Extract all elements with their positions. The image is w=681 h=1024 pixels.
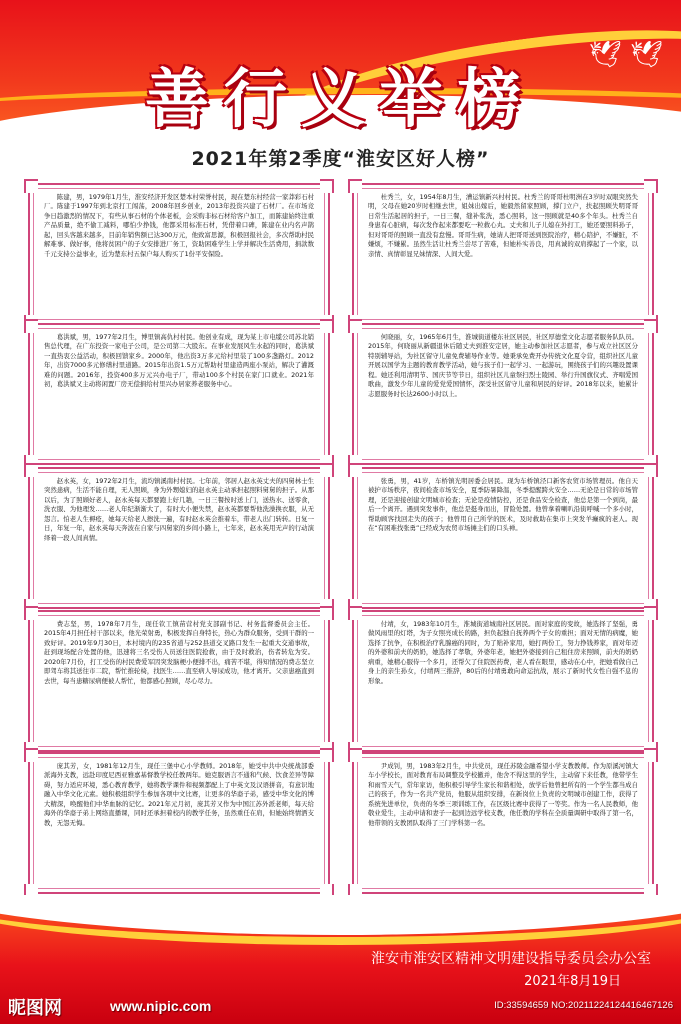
watermark-id: ID:33594659 NO:20211224124416467126 (494, 1000, 673, 1011)
honoree-card (352, 752, 654, 894)
honoree-text: 尹成钊，男，1983年2月生，中共党员，现任苏陵金融希望小学支教教师。作为原溪河镇大车小学校长，面对教育布局调整及学校撤并，他舍不得这里的学生，主动留下来任教，他带学生和雨雪天气，常年家访，他积极引导学生家长和谐相处，放学后他曾把所有的一个学生都当成自己的孩子，作为一名共产党员，他服从组织安排，在新岗位上负责的文明城市创建工作，获得了系统先进单位，负责的冬季三项训练工作，在区级比赛中获得了一等奖。作为一名人民教师，他敬业爱生，主动申请和妻子一起到边远学校支教，他任教的学科在全质量调研中取得了第一名，他带领的支教团队取得了三门学科第一名。 (368, 762, 638, 827)
honoree-text: 张勇，男，41岁，车桥镇光明居委会居民。现为车桥镇泾口新客农贸市场管理员。他自天被护市场秩序，夜间检查市场安全，夏季防暑降温，冬季提醒跨火安全……无论是日常的市场管理，还是迎接创建文明城市检查；无论是疫情防控，还是食品安全检查，他总是第一个到岗，最后一个离开。遇到突发事件，他总是挺身而出，冒险处置。他曾拿着喇叭沿街呼喊一个多小时，帮助顾客找回走失的孩子；他曾用自己所学的医术，及时救助在集市上突发羊癫疯的老人。现在“有困难找张勇”已经成为农贸市场摊主们的口头禅。 (368, 477, 638, 533)
honoree-text: 陈建，男，1979年1月生，淮安经济开发区楚本村荣誉村民，现在楚东村经营一家莽彩石村厂。陈建于1997年到北京打工闯荡，2008年回乡创业，2013年投资兴建了石材厂。在市场竞争日趋激烈的情况下，有些从事石材的个体老板，会采购非标石材给客户加工，而陈建始终注重产品质量，绝不偷工减料，哪怕少挣钱，他都采用标准石材，凭借着口碑，陈建在业内名声鹊起，回头客越来越多，目前年销售额已达300万元，他致富思源，积极回报社会，多次帮助村民解难事、做好事，他将贫困户的子女安排进厂务工，资助困难学生上学并解决生活费用，捐款数千元支持公益事业，近为楚东村五保户每人购买了1份平安保险。 (44, 193, 314, 258)
honoree-text: 庞其芳，女，1981年12月生，现任三堡中心小学教师。2018年，她受中共中央统战部委派海外支教，远赴印度尼西亚雅嘉基督教学校任教两年。她克服语言不通和气候、饮食差异等障碍，努力适应环境，悉心教育教学，她将教学课件和视频都配上了中英文及汉语拼音，有意识地融入中华文化元素。她积极组织学生参加各项中文比赛，让更多的华裔子弟，感受中华文化的博大精深，唤醒他们中华血脉的记忆。2021年元月初，庞其芳又作为中国江苏外派老师，每天给海外的华裔子弟上网络直播课，同时还承担着校内的教学任务，虽然重任在肩，但她始终情洒支教，无怨无悔。 (44, 762, 314, 827)
honoree-card (28, 467, 330, 609)
honoree-card (352, 183, 654, 325)
honoree-text: 费志坚，男，1978年7月生，现任钦工镇苗营村党支部副书记、村务监督委员会主任。2015年4月担任村干部以来，他光荣射勇，积极发挥自身特长，热心为群众服务，受到干群的一致好评。2019年9月30日，本村境内的235省道与252县道交叉路口发生一起重大交通事故，赶到现场配合处置的他，迅速将三名受伤人员送往医院抢救，由于及时救治，伤者转危为安。2020年7月份，打工受伤的村民费爱军因突发脑梗小便排不出，痛苦不堪，得知情况的费志坚立即驾车将其送往市二院，帮忙推轮椅，找医生……直至病人导尿成功，他才离开。父亲患癌直到去世，每当患糖尿病便被人帮忙，他都感心照顾，尽心尽力。 (44, 620, 314, 685)
dove-icon: 🕊 🕊 (588, 40, 663, 70)
honoree-text: 杜秀兰，女，1954年8月生，漕运镇新兴村村民。杜秀兰的哥哥杜明洲在3岁时双眼突然失明，父母在她20岁时相继去世，姐妹出嫁后，她毅然留家照顾，撑门立户，扶起照顾失明哥哥日常生活起居的担子，一日三餐，缝补浆洗，悉心照料，这一照顾就是40多个年头。杜秀兰自身患有心脏病，每次发作起来都要吃一粒救心丸。丈夫和儿子儿媳在外打工，她还要照料孙子，但对哥哥的照顾一直没有怠慢。哥哥生病，她请人把哥哥送到医院治疗，精心陪护，不嫌脏，不嫌烦，不嫌累。虽然生活让杜秀兰尝尽了苦难，但她朴实善良，用真诚的双肩撑起了一个家，以亲情、真情彰显兄妹情深、人间大爱。 (368, 193, 638, 258)
issuer-name: 淮安市淮安区精神文明建设指导委员会办公室 (371, 951, 651, 967)
issue-date: 2021年8月19日 (524, 974, 621, 989)
gold-sweep-decoration (0, 895, 681, 945)
honoree-card (28, 752, 330, 894)
honoree-text: 付靖，女，1983年10月生，淮城街道城南社区居民。面对家庭的变故，她选择了坚强，勇做风雨里的灯塔，为子女照亮成长的路，担负起独自抚养两个子女的重担；面对无情的病魔，她选择了抗争，在积极治疗乳腺癌的同时，为了贴补家用，她打两份工，努力挣钱养家，面对年迈的外婆和前夫的奶奶，她选择了孝敬，外婆年老，她把外婆接到自己租住房来照顾，前夫的奶奶病重，她精心服侍一个多月，还帮欠了住院医药费，老人看在眼里，感动在心中，把她看做自己身上的亲生孙女，付靖两三推辞，80后的付靖勇敢向命运抗战，展示了新时代女性自强不息的形象。 (368, 620, 638, 685)
honoree-text: 葛洪斌，男，1977年2月生，博里镇高仇村村民。他创业有成，现为某上市电缆公司苏北销售总代理，在广东投资一家电子公司，是公司第二大股东。在事业发展风生水起的同时，葛洪斌一直热衷公益活动，积极回馈家乡。2000年，他出资3万多元给村里装了100多盏路灯。2012年，出资7000多元修缮村里道路。2015年出资1.5万元帮助村里建造两座小泵站，解决了灌溉难的问题。2016年，投资400多万元兴办电子厂，带动100多个村民在家门口就业。2021年初，葛洪斌又主动将闲置厂房无偿捐给村里兴办居家养老服务中心。 (44, 333, 314, 389)
page-subtitle: 2021年第2季度“淮安区好人榜” (191, 148, 490, 170)
honoree-text: 何晓丽，女，1965年6月生，淮城街道楼东社区居民，社区厚德堂文化志愿者服务队队员。2015年，何晓丽从新疆退休后随丈夫到淮安定居，她主动参加社区志愿者，参与成立社区区分特别辅导站，为社区留守儿童免费辅导作业等。她秉承免费开办传统文化夏令营，组织社区儿童开展以国学为主题的教育教学活动，她与孩子们一起学习、一起游玩，围绕孩子们的兴趣设置课程。她还利用清明节、国庆节等节日，组织社区儿童祭扫烈士陵园、举行升国旗仪式、齐唱爱国歌曲，激发少年儿童的爱党爱国情怀，深受社区留守儿童和居民的好评。2018年以来，她累计志愿服务时长达2600小时以上。 (368, 333, 638, 398)
honoree-card (352, 323, 654, 465)
honoree-card (352, 610, 654, 752)
honoree-card (28, 183, 330, 325)
banner-title: 善行义举榜 (145, 62, 535, 137)
watermark-url: www.nipic.com (110, 998, 212, 1014)
watermark-logo: 昵图网 (8, 998, 62, 1019)
honoree-card (28, 323, 330, 465)
honoree-text: 赵永英，女，1972年2月生，流均镇溪南村村民。七年前，邻居人赵永英丈夫的四舅林士生突然患病，生活不能自理，无人照顾，身为外甥媳妇的赵永英主动承担起照料舅舅的担子。从那以后，为了照顾好老人，赵永英每天都要跑上好几趟，一日三餐按时送上门，送热水、送零食，洗衣服、为他理发……老人年纪渐渐大了，有时大小便失禁，赵永英都要帮他洗澡换衣服，从无怨言。怕老人生褥疮，她每天给老人擦洗一遍，有时赵永英会推着车，带老人出门转转。日复一日，年复一年，赵永英每天奔波在自家与四舅家的乡间小路上，七年来，赵永英用无声的行动演绎着一段人间真情。 (44, 477, 314, 542)
honoree-card (28, 610, 330, 752)
honoree-card (352, 467, 654, 609)
